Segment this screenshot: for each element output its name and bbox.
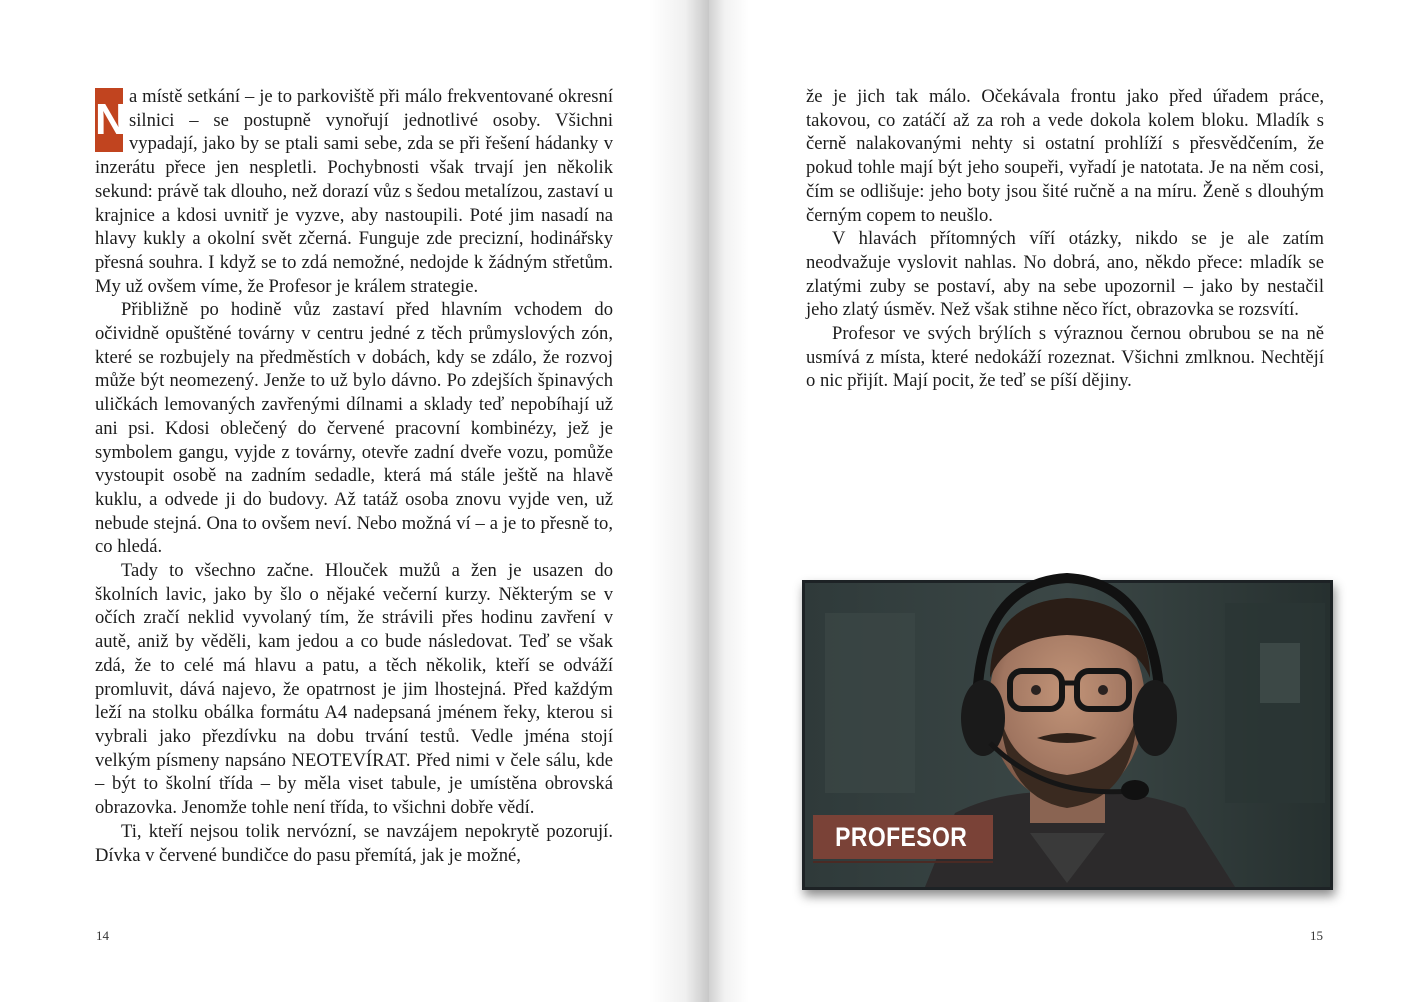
paragraph: Přibližně po hodině vůz zastaví před hlavním vchodem do očividně opuštěné továrny v centru jedné z těch průmyslových zón, které se rozbujely na předměstích v dobách, kdy se zdálo, že rozvoj může být neomezený. Jenže to už bylo dávno. Po zdejších špinavých uličkách lemovaných zavřenými dílnami a sklady teď nepobíhají už ani psi. Kdosi oblečený do červené pracovní kombinézy, jež je symbolem gangu, vyjde z továrny, otevře zadní dveře vozu, pomůže vystoupit osobě na zadním sedadle, která má stále ještě na hlavě kuklu, a odvede ji do budovy. Až tatáž osoba znovu vyjde ven, už nebude stejná. Ona to ovšem neví. Nebo možná ví – a je to přesně to, co hledá. bbox=[95, 299, 613, 558]
paragraph: Ti, kteří nejsou tolik nervózní, se navzájem nepokrytě pozorují. Dívka v červené bundičce do pasu přemítá, jak je možné, bbox=[95, 820, 613, 866]
caption-edge bbox=[813, 861, 993, 863]
drop-cap: N bbox=[95, 88, 123, 152]
character-photo bbox=[802, 580, 1333, 890]
left-page-text bbox=[95, 85, 613, 867]
page-number: 15 bbox=[1310, 928, 1323, 943]
paragraph: V hlavách přítomných víří otázky, nikdo se je ale zatím neodvažuje vyslovit nahlas. No dobrá, ano, někdo přece: mladík se zlatými zuby se postaví, aby na sebe upozornil – jako by nestačil jeho zlatý úsměv. Než však stihne něco říct, obrazovka se rozsvítí. bbox=[806, 228, 1324, 321]
caption-banner bbox=[813, 815, 993, 859]
gutter-shadow bbox=[709, 0, 749, 1002]
page-number: 14 bbox=[96, 928, 109, 943]
gutter-shadow bbox=[649, 0, 709, 1002]
caption-label: PROFESOR bbox=[835, 821, 968, 852]
paragraph-text: a místě setkání – je to parkoviště při málo frekventované okresní silnici – se postupně vynořují jednotlivé osoby. Všichni vypadají, jako by se ptali sami sebe, zda se při řešení hádanky v inzerátu přece jen nespletli. Pochybnosti však trvají jen několik sekund: právě tak dlouho, než dorazí vůz s šedou metalízou, zastaví u krajnice a kdosi uvnitř je vyzve, aby nastoupili. Poté jim nasadí na hlavy kukly a okolní svět zčerná. Funguje zde precizní, hodinářsky přesná souhra. I když se to zdá nemožné, nedojde k žádným střetům. My už ovšem víme, že Profesor je králem strategie. bbox=[95, 86, 613, 297]
right-page-text bbox=[806, 85, 1324, 393]
paragraph bbox=[95, 85, 613, 298]
paragraph: Profesor ve svých brýlích s výraznou černou obrubou se na ně usmívá z místa, které nedokáží rozeznat. Všichni zmlknou. Nechtějí o nic přijít. Mají pocit, že teď se píší dějiny. bbox=[806, 323, 1324, 392]
paragraph: že je jich tak málo. Očekávala frontu jako před úřadem práce, takovou, co zatáčí až za roh a vede dokola kolem bloku. Mladík s černě nalakovanými nehty si ostatní prohlíží s přesvědčením, že pokud tohle mají být jeho soupeři, vyřadí je natotata. Je na něm cosi, čím se odlišuje: jeho boty jsou šité ručně a na míru. Ženě s dlouhým černým copem to neušlo. bbox=[806, 86, 1324, 226]
paragraph: Tady to všechno začne. Hlouček mužů a žen je usazen do školních lavic, jako by šlo o nějaké večerní kurzy. Některým se v očích zračí neklid vyvolaný tím, že strávili přes hodinu zavření v autě, aniž by věděli, kam jedou a co bude následovat. Teď se však zdá, že to celé má hlavu a patu, a těch několik, kteří se odváží promluvit, dává najevo, že opatrnost je jim lhostejná. Před každým leží na stolku obálka formátu A4 nadepsaná jménem řeky, kterou si vybrali jako přezdívku na dobu trvání testů. Vedle jména stojí velkým písmeny napsáno NEOTEVÍRAT. Před nimi v čele sálu, kde – být to školní třída – by měla viset tabule, je umístěna obrovská obrazovka. Jenomže tohle není třída, to všichni dobře vědí. bbox=[95, 560, 613, 819]
